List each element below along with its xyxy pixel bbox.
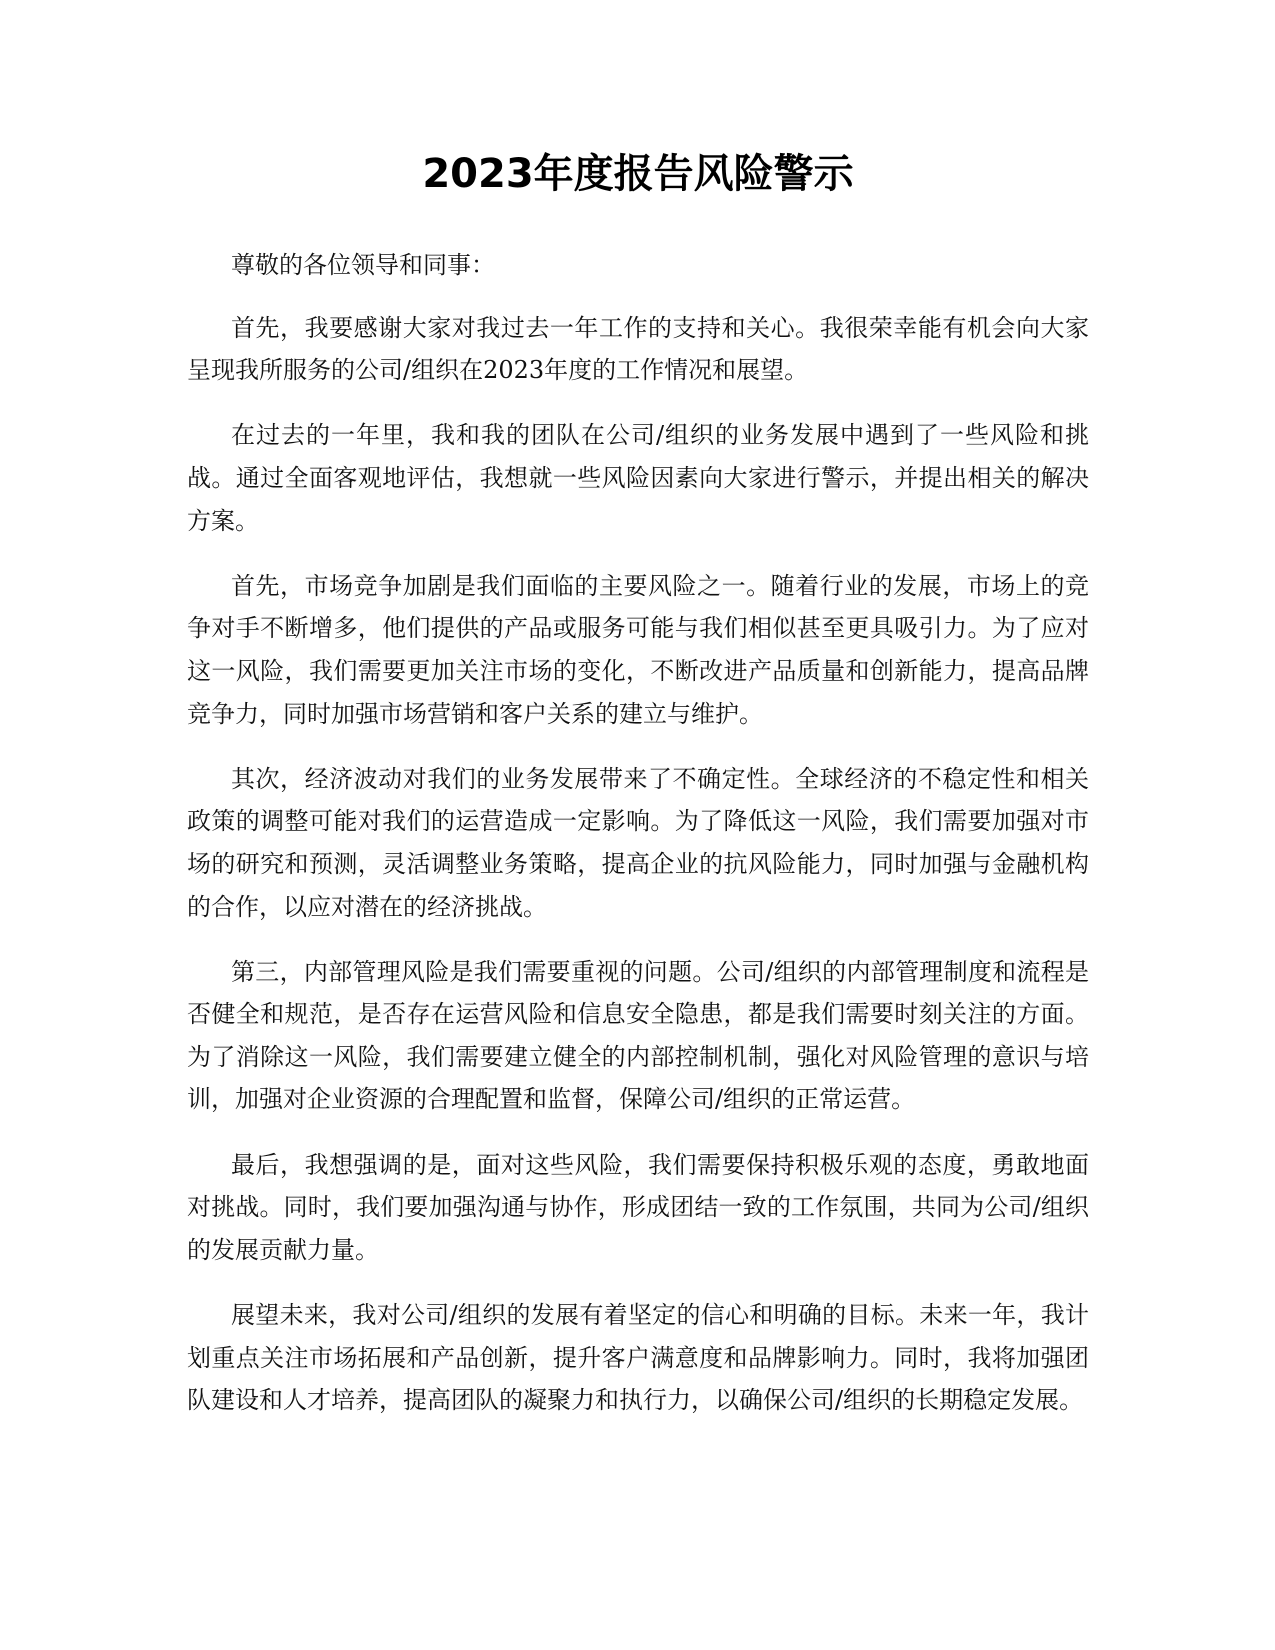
- paragraph-market-risk: 首先，市场竞争加剧是我们面临的主要风险之一。随着行业的发展，市场上的竞争对手不断增多，他们提供的产品或服务可能与我们相似甚至更具吸引力。为了应对这一风险，我们需要更加关注市场的变化，不断改进产品质量和创新能力，提高品牌竞争力，同时加强市场营销和客户关系的建立与维护。: [187, 571, 1089, 728]
- document-title: 2023年度报告风险警示: [422, 151, 854, 197]
- paragraph-thanks: 首先，我要感谢大家对我过去一年工作的支持和关心。我很荣幸能有机会向大家呈现我所服务的公司/组织在2023年度的工作情况和展望。: [187, 313, 1089, 385]
- paragraph-economic-risk: 其次，经济波动对我们的业务发展带来了不确定性。全球经济的不稳定性和相关政策的调整可能对我们的运营造成一定影响。为了降低这一风险，我们需要加强对市场的研究和预测，灵活调整业务策略，提高企业的抗风险能力，同时加强与金融机构的合作，以应对潜在的经济挑战。: [187, 764, 1089, 921]
- paragraph-outlook: 展望未来，我对公司/组织的发展有着坚定的信心和明确的目标。未来一年，我计划重点关注市场拓展和产品创新，提升客户满意度和品牌影响力。同时，我将加强团队建设和人才培养，提高团队的凝聚力和执行力，以确保公司/组织的长期稳定发展。: [187, 1301, 1089, 1415]
- paragraph-attitude: 最后，我想强调的是，面对这些风险，我们需要保持积极乐观的态度，勇敢地面对挑战。同时，我们要加强沟通与协作，形成团结一致的工作氛围，共同为公司/组织的发展贡献力量。: [187, 1150, 1089, 1264]
- paragraph-overview: 在过去的一年里，我和我的团队在公司/组织的业务发展中遇到了一些风险和挑战。通过全面客观地评估，我想就一些风险因素向大家进行警示，并提出相关的解决方案。: [187, 421, 1089, 535]
- paragraph-management-risk: 第三，内部管理风险是我们需要重视的问题。公司/组织的内部管理制度和流程是否健全和规范，是否存在运营风险和信息安全隐患，都是我们需要时刻关注的方面。为了消除这一风险，我们需要建立健全的内部控制机制，强化对风险管理的意识与培训，加强对企业资源的合理配置和监督，保障公司/组织的正常运营。: [187, 957, 1089, 1114]
- document-page: [187, 0, 1089, 1650]
- salutation: 尊敬的各位领导和同事：: [231, 251, 495, 279]
- document-body: [187, 244, 1089, 1444]
